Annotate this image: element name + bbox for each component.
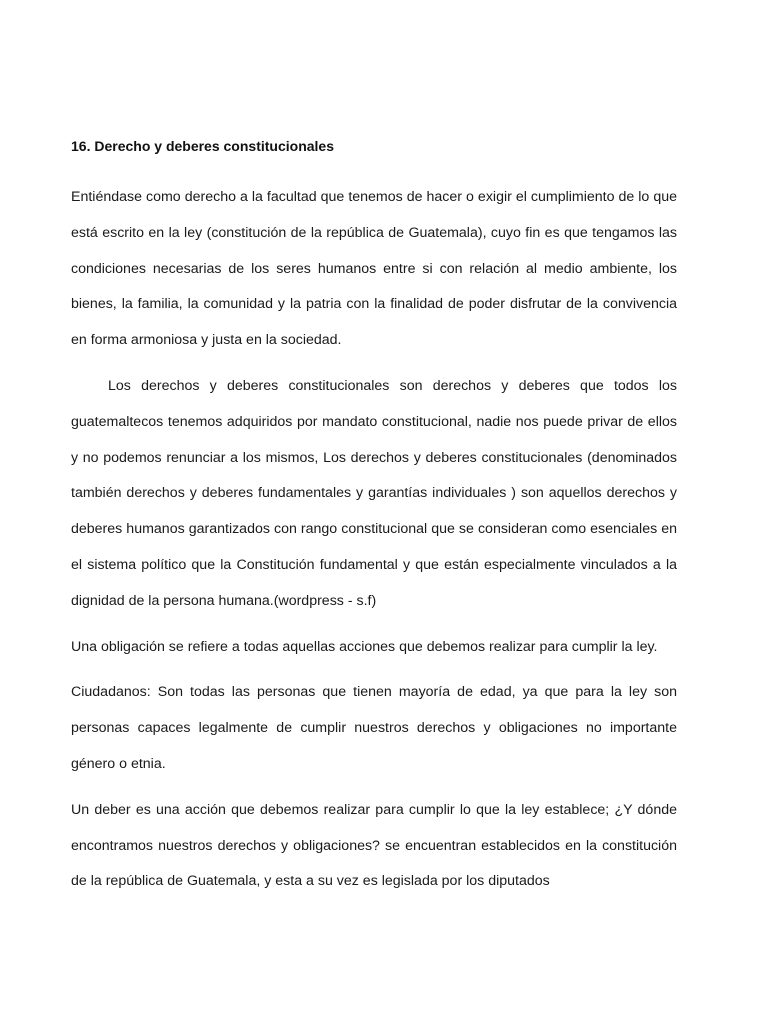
paragraph-deber: Un deber es una acción que debemos realizar para cumplir lo que la ley establece; ¿Y dónde encontramos nuestros derechos y obligaciones? se encuentran establecidos en la constitución de la república de Guatemala, y esta a su vez es legislada por los diputados bbox=[71, 801, 677, 890]
document-page bbox=[71, 136, 677, 900]
paragraph-derechos-deberes: Los derechos y deberes constitucionales son derechos y deberes que todos los guatemaltecos tenemos adquiridos por mandato constitucional, nadie nos puede privar de ellos y no podemos renunciar a los mismos, Los derechos y deberes constitucionales (denominados también derechos y deberes fundamentales y garantías individuales ) son aquellos derechos y deberes humanos garantizados con rango constitucional que se consideran como esenciales en el sistema político que la Constitución fundamental y que están especialmente vinculados a la dignidad de la persona humana.(wordpress - s.f) bbox=[71, 377, 677, 609]
section-heading: 16. Derecho y deberes constitucionales bbox=[71, 138, 334, 154]
paragraph-ciudadanos: Ciudadanos: Son todas las personas que tienen mayoría de edad, ya que para la ley son personas capaces legalmente de cumplir nuestros derechos y obligaciones no importante género o etnia. bbox=[71, 684, 677, 772]
paragraph-obligacion: Una obligación se refiere a todas aquellas acciones que debemos realizar para cumplir la ley. bbox=[71, 638, 658, 655]
paragraph-derecho-definition: Entiéndase como derecho a la facultad que tenemos de hacer o exigir el cumplimiento de lo que está escrito en la ley (constitución de la república de Guatemala), cuyo fin es que tengamos las condiciones necesarias de los seres humanos entre si con relación al medio ambiente, los bienes, la familia, la comunidad y la patria con la finalidad de poder disfrutar de la convivencia en forma armoniosa y justa en la sociedad. bbox=[71, 189, 677, 349]
